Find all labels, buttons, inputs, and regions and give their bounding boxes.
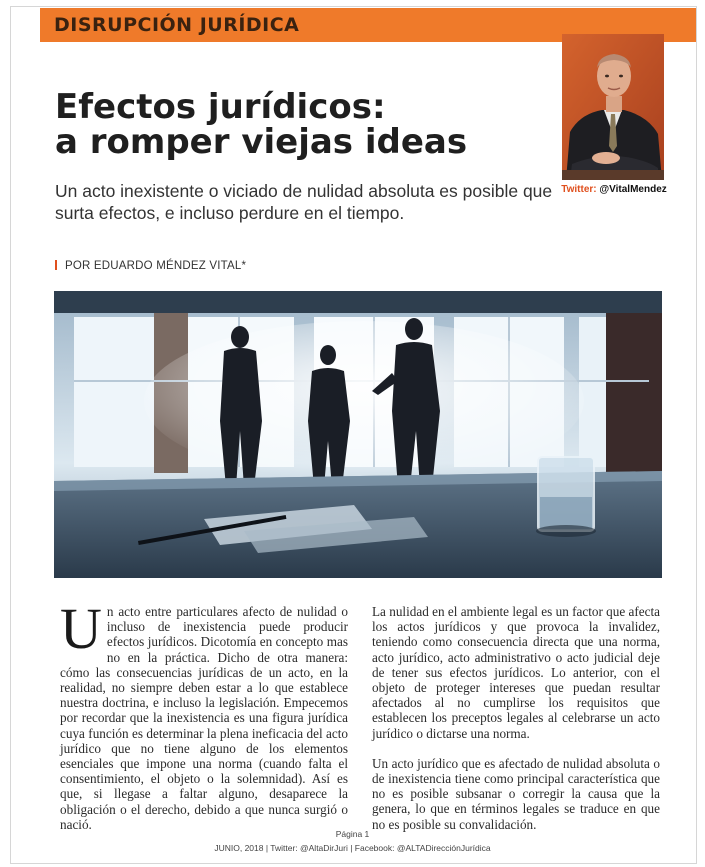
paragraph: Un acto jurídico que es afectado de nulidad absoluta o de inexistencia tiene como principal característica que no es posible subsanar o corregir la causa que la genera, lo que en términos legales se traduce en que no es posible su convalidación. xyxy=(372,755,660,832)
caption-label: Twitter: xyxy=(561,184,597,195)
page-number: Página 1 xyxy=(335,829,370,839)
paragraph-text: n acto entre particulares afecto de nulidad o incluso de inexistencia puede producir efectos jurídicos. Dicotomía en concepto mas no en la práctica. Dicho de otra manera: cómo las consecuencias jurídicas de un acto, en la realidad, no siempre deben estar a lo que establece nuestra doctrina, e incluso la legislación. Empecemos por recordar que la inexistencia es una figura jurídica cuya función es determinar la plena ineficacia del acto jurídico que no tiene alguno de los elementos esenciales que impone una norma (cuando falta el consentimiento, el objeto o la solemnidad). Así es que, si llegase a faltar alguno, desaparece la obligación o el derecho, debido a que nunca surgió o nació. xyxy=(60,604,348,832)
paragraph: La nulidad en el ambiente legal es un factor que afecta los actos jurídicos y que provoca la invalidez, teniendo como consecuencia directa que una norma, acto jurídico, acto administrativo o acto judicial deje de tener sus efectos jurídicos. Lo anterior, con el objeto de proteger intereses que puedan resultar afectados al no cumplirse los requisitos que establecen los preceptos legales al celebrarse un acto jurídico o dictarse una norma. xyxy=(372,604,660,741)
caption-handle: @VitalMendez xyxy=(599,184,667,195)
paragraph xyxy=(60,596,348,832)
byline xyxy=(55,260,246,272)
hero-image xyxy=(54,291,662,578)
drop-cap: U xyxy=(60,596,102,661)
author-photo xyxy=(562,34,664,180)
photo-caption xyxy=(560,184,668,195)
footer-line: JUNIO, 2018 | Twitter: @AltaDirJuri | Facebook: @ALTADirecciónJurídica xyxy=(214,843,491,853)
section-label: DISRUPCIÓN JURÍDICA xyxy=(54,14,300,36)
title-line-2: a romper viejas ideas xyxy=(55,122,468,162)
article-title xyxy=(55,87,555,162)
article-deck: Un acto inexistente o viciado de nulidad absoluta es posible que surta efectos, e incluso perdure en el tiempo. xyxy=(55,181,553,223)
byline-text: POR EDUARDO MÉNDEZ VITAL* xyxy=(65,260,247,272)
article-column-1 xyxy=(60,596,348,832)
article-column-2 xyxy=(372,604,660,832)
byline-marker xyxy=(55,260,57,270)
title-line-1: Efectos jurídicos: xyxy=(55,87,386,127)
